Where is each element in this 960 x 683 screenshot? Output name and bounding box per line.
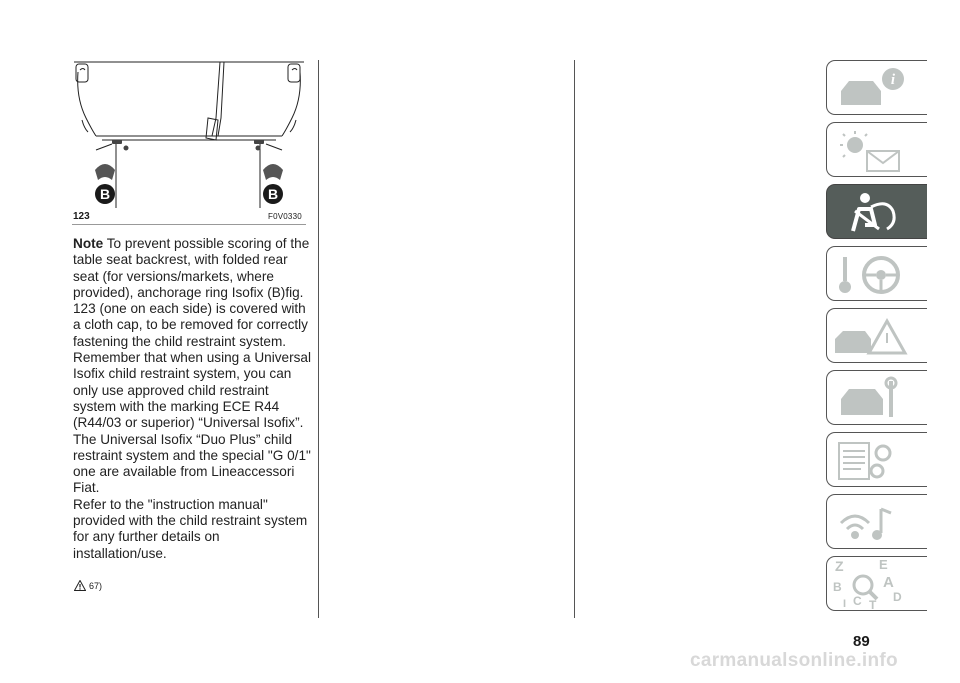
rear-seat-illustration [72,58,306,208]
note-text [73,236,311,562]
callout-label-left: B [99,186,111,202]
svg-text:C: C [853,594,862,608]
alphabetical-index-icon [827,557,927,611]
car-info-icon [827,61,927,115]
svg-text:D: D [893,590,902,604]
column-divider-1 [318,60,319,618]
svg-text:T: T [869,598,877,611]
note-paragraph-1 [73,236,311,432]
figure-number: 123 [73,211,90,222]
technical-data-gears-icon [827,433,927,487]
multimedia-icon [827,495,927,549]
svg-text:E: E [879,557,888,572]
note-label: Note [73,236,104,251]
svg-text:B: B [833,580,842,594]
airbag-seatbelt-icon [827,185,927,239]
key-steering-wheel-icon [827,247,927,301]
warning-reference-number: 67) [89,580,103,591]
warning-lights-message-icon [827,123,927,177]
isofix-figure [72,58,306,208]
figure-divider [72,224,306,225]
note-paragraph-2: The Universal Isofix “Duo Plus” child restraint system and the special "G 0/1" one are available from Lineaccessori Fiat. [73,431,311,496]
car-emergency-triangle-icon [827,309,927,363]
svg-text:I: I [843,598,847,610]
tab-emergency[interactable] [826,308,927,363]
page-number: 89 [853,633,870,650]
svg-text:A: A [883,574,894,591]
warning-reference [74,580,102,591]
tab-multimedia[interactable] [826,494,927,549]
svg-text:Z: Z [835,558,844,574]
figure-code: F0V0330 [268,212,302,221]
tab-index[interactable] [826,556,927,611]
note-paragraph-3: Refer to the "instruction manual" provided with the child restraint system for any further details on installation/use. [73,496,308,561]
column-divider-2 [574,60,575,618]
note-paragraph-1-text: To prevent possible scoring of the table seat backrest, with folded rear seat (for versions/markets, where provided), anchorage ring Isofix (B)fig. 123 (one on each side) is covered with a cloth cap, to be removed for correctly fastening the child restraint system. Remember that when using a Universal Isofix child restraint system, you can only use approved child restraint system with the marking ECE R44 (R44/03 or superior) “Universal Isofix”. [73,236,312,431]
warning-triangle-icon [74,580,86,591]
callout-label-right: B [267,186,279,202]
tab-starting-driving[interactable] [826,246,927,301]
footer-watermark: carmanualsonline.info [690,650,898,671]
tab-safety[interactable] [826,184,927,239]
svg-text:i: i [890,72,896,88]
car-maintenance-tools-icon [827,371,927,425]
tab-warning-lights[interactable] [826,122,927,177]
tab-technical-data[interactable] [826,432,927,487]
tab-car-info[interactable] [826,60,927,115]
tab-maintenance[interactable] [826,370,927,425]
